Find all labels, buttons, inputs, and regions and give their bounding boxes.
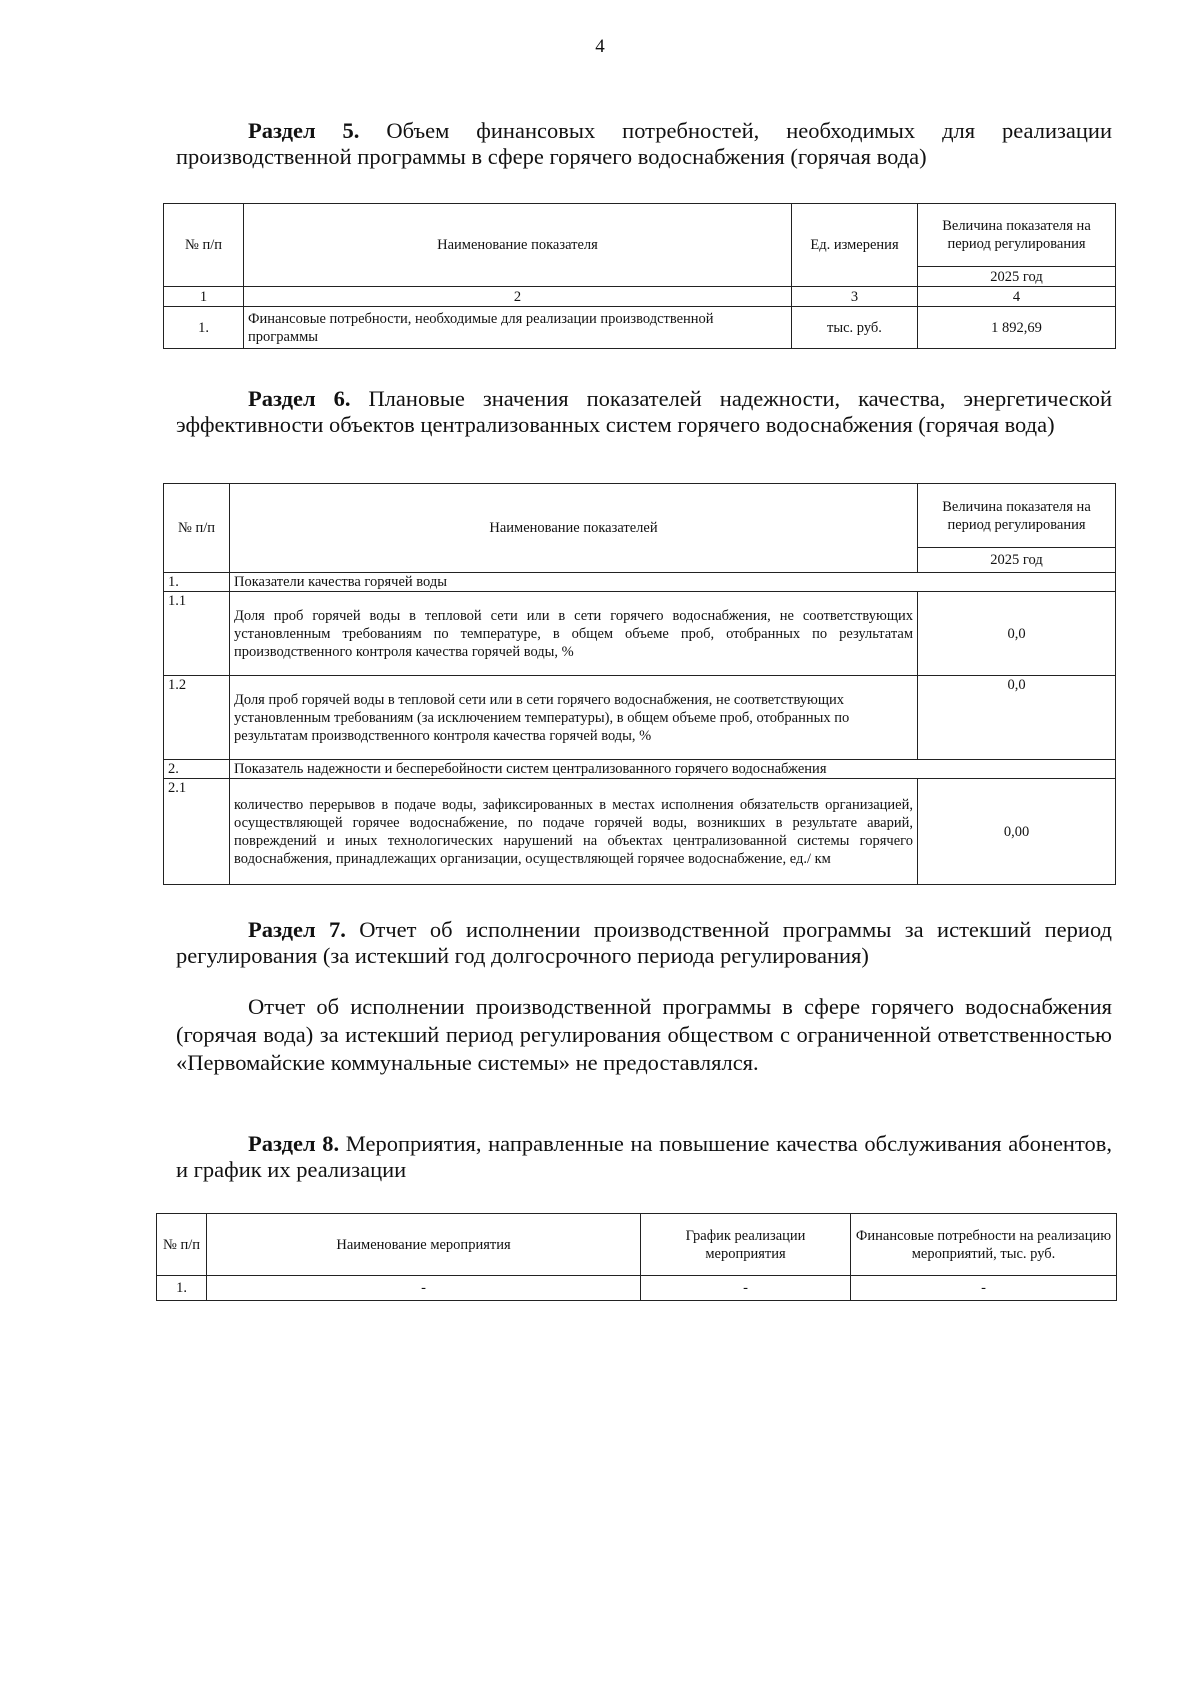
section6-label: Раздел 6.	[248, 386, 351, 411]
s6-row-value: 0,0	[918, 676, 1116, 760]
s6-row-name: Показатели качества горячей воды	[230, 573, 1116, 592]
s6-row-value: 0,0	[918, 592, 1116, 676]
s8-row-schedule: -	[641, 1276, 851, 1301]
section5-table	[163, 203, 1116, 349]
section7-label: Раздел 7.	[248, 917, 346, 942]
s5-col-number: 3	[792, 287, 918, 307]
section6-table	[163, 483, 1116, 885]
table-row	[164, 573, 1116, 592]
page-number: 4	[595, 36, 605, 57]
s5-col-number-row	[164, 287, 1116, 307]
section6-title: Плановые значения показателей надежности, качества, энергетической эффективности объектов централизованных систем горячего водоснабжения (горячая вода)	[176, 386, 1113, 437]
s6-header-year: 2025 год	[918, 548, 1116, 573]
s8-row-finance: -	[851, 1276, 1117, 1301]
table-row	[164, 676, 1116, 760]
table-row	[164, 760, 1116, 779]
section7-paragraph: Отчет об исполнении производственной программы в сфере горячего водоснабжения (горячая вода) за истекший период регулирования обществом с ограниченной ответственностью «Первомайские коммунальные системы» не предоставлялся.	[176, 994, 1112, 1075]
table-row	[157, 1276, 1117, 1301]
s8-header-finance: Финансовые потребности на реализацию мероприятий, тыс. руб.	[851, 1214, 1117, 1276]
s5-col-number: 4	[918, 287, 1116, 307]
section7-title: Отчет об исполнении производственной программы за истекший период регулирования (за истекший год долгосрочного периода регулирования)	[176, 917, 1112, 968]
section5-heading	[176, 118, 1112, 170]
s6-header-name: Наименование показателей	[230, 484, 918, 573]
table-row	[164, 592, 1116, 676]
s6-header-value: Величина показателя на период регулирования	[918, 484, 1116, 548]
s8-row-name: -	[207, 1276, 641, 1301]
s6-row-value: 0,00	[918, 779, 1116, 885]
section7-heading	[176, 917, 1112, 969]
table-row	[164, 779, 1116, 885]
table-row	[164, 307, 1116, 349]
s6-row-num: 2.	[164, 760, 230, 779]
s6-row-num: 1.1	[164, 592, 230, 676]
s6-row-name: Доля проб горячей воды в тепловой сети или в сети горячего водоснабжения, не соответствующих установленным требованиям по температуре, в общем объеме проб, отобранных по результатам производственного контроля качества горячей воды, %	[230, 592, 918, 676]
s5-header-name: Наименование показателя	[244, 204, 792, 287]
s5-header-num: № п/п	[164, 204, 244, 287]
section8-heading	[176, 1131, 1112, 1183]
s5-row-num: 1.	[164, 307, 244, 349]
s5-col-number: 2	[244, 287, 792, 307]
s5-header-unit: Ед. измерения	[792, 204, 918, 287]
s5-header-value: Величина показателя на период регулирования	[918, 204, 1116, 267]
s6-row-name: Доля проб горячей воды в тепловой сети или в сети горячего водоснабжения, не соответствующих установленным требованиям (за исключением температуры), в общем объеме проб, отобранных по результатам производственного контроля качества горячей воды, %	[230, 676, 918, 760]
s8-header-schedule: График реализации мероприятия	[641, 1214, 851, 1276]
s8-header-name: Наименование мероприятия	[207, 1214, 641, 1276]
s5-row-unit: тыс. руб.	[792, 307, 918, 349]
s5-row-value: 1 892,69	[918, 307, 1116, 349]
s8-header-num: № п/п	[157, 1214, 207, 1276]
s6-row-num: 2.1	[164, 779, 230, 885]
section5-label: Раздел 5.	[248, 118, 360, 143]
s6-header-num: № п/п	[164, 484, 230, 573]
s5-header-year: 2025 год	[918, 267, 1116, 287]
section8-title: Мероприятия, направленные на повышение качества обслуживания абонентов, и график их реализации	[176, 1131, 1113, 1182]
s6-row-name: количество перерывов в подаче воды, зафиксированных в местах исполнения обязательств организацией, осуществляющей горячее водоснабжение, по подаче горячей воды, возникших в результате аварий, повреждений и иных технологических нарушений на объектах централизованной системы горячего водоснабжения, принадлежащих организации, осуществляющей горячее водоснабжение, ед./ км	[230, 779, 918, 885]
section5-title: Объем финансовых потребностей, необходимых для реализации производственной программы в сфере горячего водоснабжения (горячая вода)	[176, 118, 1113, 169]
s5-row-name: Финансовые потребности, необходимые для реализации производственной программы	[244, 307, 792, 349]
s6-row-name: Показатель надежности и бесперебойности систем централизованного горячего водоснабжения	[230, 760, 1116, 779]
s6-row-num: 1.2	[164, 676, 230, 760]
section8-table	[156, 1213, 1117, 1301]
s8-row-num: 1.	[157, 1276, 207, 1301]
s5-col-number: 1	[164, 287, 244, 307]
section6-heading	[176, 386, 1112, 438]
s6-row-num: 1.	[164, 573, 230, 592]
section8-label: Раздел 8.	[248, 1131, 340, 1156]
